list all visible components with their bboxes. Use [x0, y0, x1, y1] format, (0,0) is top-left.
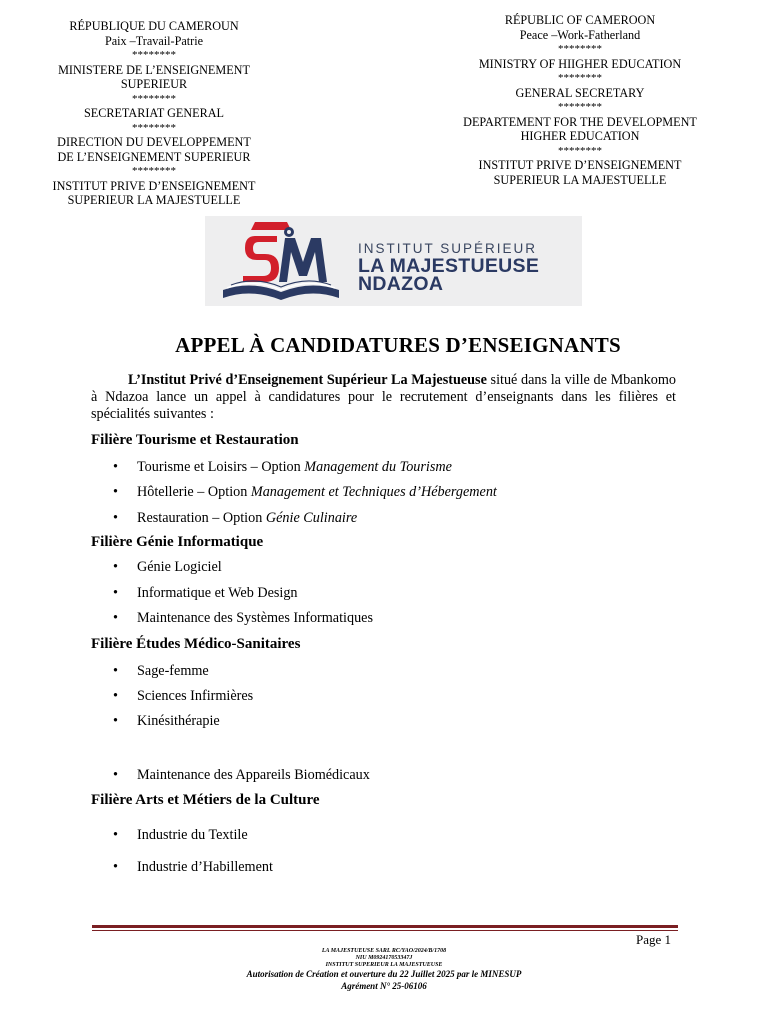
- header-right-line: RÉPUBLIC OF CAMEROON: [504, 13, 656, 27]
- list-item: [113, 510, 357, 527]
- header-left-line: ********: [132, 49, 176, 61]
- header-right-line: ********: [558, 144, 602, 157]
- header-right-line: GENERAL SECRETARY: [515, 85, 645, 100]
- list-item-text: Tourisme et Loisirs – Option: [137, 459, 305, 475]
- list-item: [113, 859, 273, 876]
- list-item-text: Génie Logiciel: [137, 559, 222, 575]
- header-right-line: SUPERIEUR LA MAJESTUELLE: [493, 172, 667, 187]
- page-number: Page 1: [636, 932, 672, 947]
- header-left-line: INSTITUT PRIVE D’ENSEIGNEMENT: [52, 178, 256, 193]
- header-right-line: HIGHER EDUCATION: [520, 129, 640, 143]
- list-item: [113, 713, 220, 730]
- list-item: [113, 484, 497, 501]
- footer-rule-thick: [92, 925, 678, 928]
- list-item-text: Restauration – Option: [137, 510, 266, 526]
- list-item: [113, 610, 373, 627]
- intro-paragraph: [91, 372, 676, 423]
- header-right-line: ********: [558, 72, 602, 84]
- footer-registration: LA MAJESTUEUSE SARL RC/YAO/2024/B/1708: [321, 948, 447, 954]
- header-left-line: ********: [132, 92, 176, 105]
- header-left-line: SUPERIEUR LA MAJESTUELLE: [67, 193, 241, 207]
- header-left-line: DE L’ENSEIGNEMENT SUPERIEUR: [57, 149, 251, 164]
- list-item: [113, 663, 209, 680]
- footer-authorization: Autorisation de Création et ouverture du 22 Juillet 2025 par le MINESUP: [246, 969, 522, 979]
- bullet-icon: •: [113, 459, 118, 475]
- logo-text-line1: INSTITUT SUPÉRIEUR: [358, 241, 538, 256]
- footer-niu: NIU M092417053347J: [355, 955, 413, 961]
- list-item-option: Génie Culinaire: [265, 510, 358, 526]
- header-right-line: MINISTRY OF HIIGHER EDUCATION: [478, 56, 682, 71]
- list-item-option: Management et Techniques d’Hébergement: [250, 484, 497, 500]
- list-item: [113, 585, 298, 602]
- list-item: [113, 827, 248, 844]
- footer-agrement: Agrément N° 25-06106: [341, 981, 427, 991]
- header-left-line: RÉPUBLIQUE DU CAMEROUN: [69, 19, 239, 33]
- header-right-line: ********: [558, 101, 602, 113]
- bullet-icon: •: [113, 663, 118, 679]
- list-item-text: Informatique et Web Design: [137, 585, 298, 601]
- bullet-icon: •: [113, 510, 118, 526]
- section-heading-tourism: Filière Tourisme et Restauration: [91, 432, 299, 448]
- bullet-icon: •: [113, 713, 118, 729]
- list-item-text: Maintenance des Systèmes Informatiques: [137, 610, 373, 626]
- sm-book-logo-icon: [215, 218, 350, 304]
- section-heading-medico: Filière Études Médico-Sanitaires: [91, 636, 301, 652]
- header-right-block: [450, 13, 710, 187]
- header-right-line: Peace –Work-Fatherland: [519, 27, 641, 42]
- page-title: APPEL À CANDIDATURES D’ENSEIGNANTS: [175, 333, 621, 357]
- list-item-text: Industrie du Textile: [137, 827, 248, 843]
- intro-institute-name: L’Institut Privé d’Enseignement Supérieur La Majestueuse: [128, 372, 487, 388]
- bullet-icon: •: [113, 610, 118, 626]
- list-item: [113, 459, 452, 476]
- intro-text: situé dans la ville de Mbankomo à Ndazoa lance un appel à candidatures pour le recrutement d’enseignants dans les filières et spécialités suivantes :: [91, 372, 676, 422]
- list-item-option: Management du Tourisme: [304, 459, 452, 475]
- header-right-line: INSTITUT PRIVE D’ENSEIGNEMENT: [478, 158, 682, 172]
- list-item-text: Sage-femme: [137, 663, 209, 679]
- list-item-text: Maintenance des Appareils Biomédicaux: [137, 767, 370, 783]
- list-item: [113, 688, 253, 705]
- bullet-icon: •: [113, 559, 118, 575]
- footer-rule-thin: [92, 930, 678, 931]
- list-item-text: Kinésithérapie: [137, 713, 220, 729]
- list-item-text: Industrie d’Habillement: [137, 859, 273, 875]
- header-left-line: ********: [132, 121, 176, 134]
- header-left-line: ********: [132, 165, 176, 177]
- section-heading-arts: Filière Arts et Métiers de la Culture: [91, 792, 320, 808]
- institute-logo: [205, 216, 582, 306]
- header-left-line: MINISTERE DE L’ENSEIGNEMENT: [58, 62, 250, 77]
- section-heading-informatique: Filière Génie Informatique: [91, 534, 264, 550]
- bullet-icon: •: [113, 585, 118, 601]
- bullet-icon: •: [113, 484, 118, 500]
- header-left-line: DIRECTION DU DEVELOPPEMENT: [57, 135, 251, 149]
- bullet-icon: •: [113, 827, 118, 843]
- logo-text-line2: LA MAJESTUEUSE: [358, 255, 540, 277]
- list-item-text: Hôtellerie – Option: [137, 484, 251, 500]
- header-left-line: Paix –Travail-Patrie: [104, 33, 204, 48]
- logo-text-line3: NDAZOA: [358, 273, 444, 295]
- header-left-block: [40, 19, 268, 208]
- footer-institute: INSTITUT SUPERIEUR LA MAJESTUEUSE: [325, 962, 443, 968]
- list-item-text: Sciences Infirmières: [137, 688, 254, 704]
- list-item: [113, 559, 222, 576]
- bullet-icon: •: [113, 688, 118, 704]
- header-right-line: DEPARTEMENT FOR THE DEVELOPMENT: [463, 114, 697, 129]
- header-right-line: ********: [558, 43, 602, 55]
- bullet-icon: •: [113, 859, 118, 875]
- bullet-icon: •: [113, 767, 118, 783]
- list-item: [113, 767, 370, 784]
- header-left-line: SECRETARIAT GENERAL: [84, 106, 224, 120]
- header-left-line: SUPERIEUR: [120, 77, 188, 91]
